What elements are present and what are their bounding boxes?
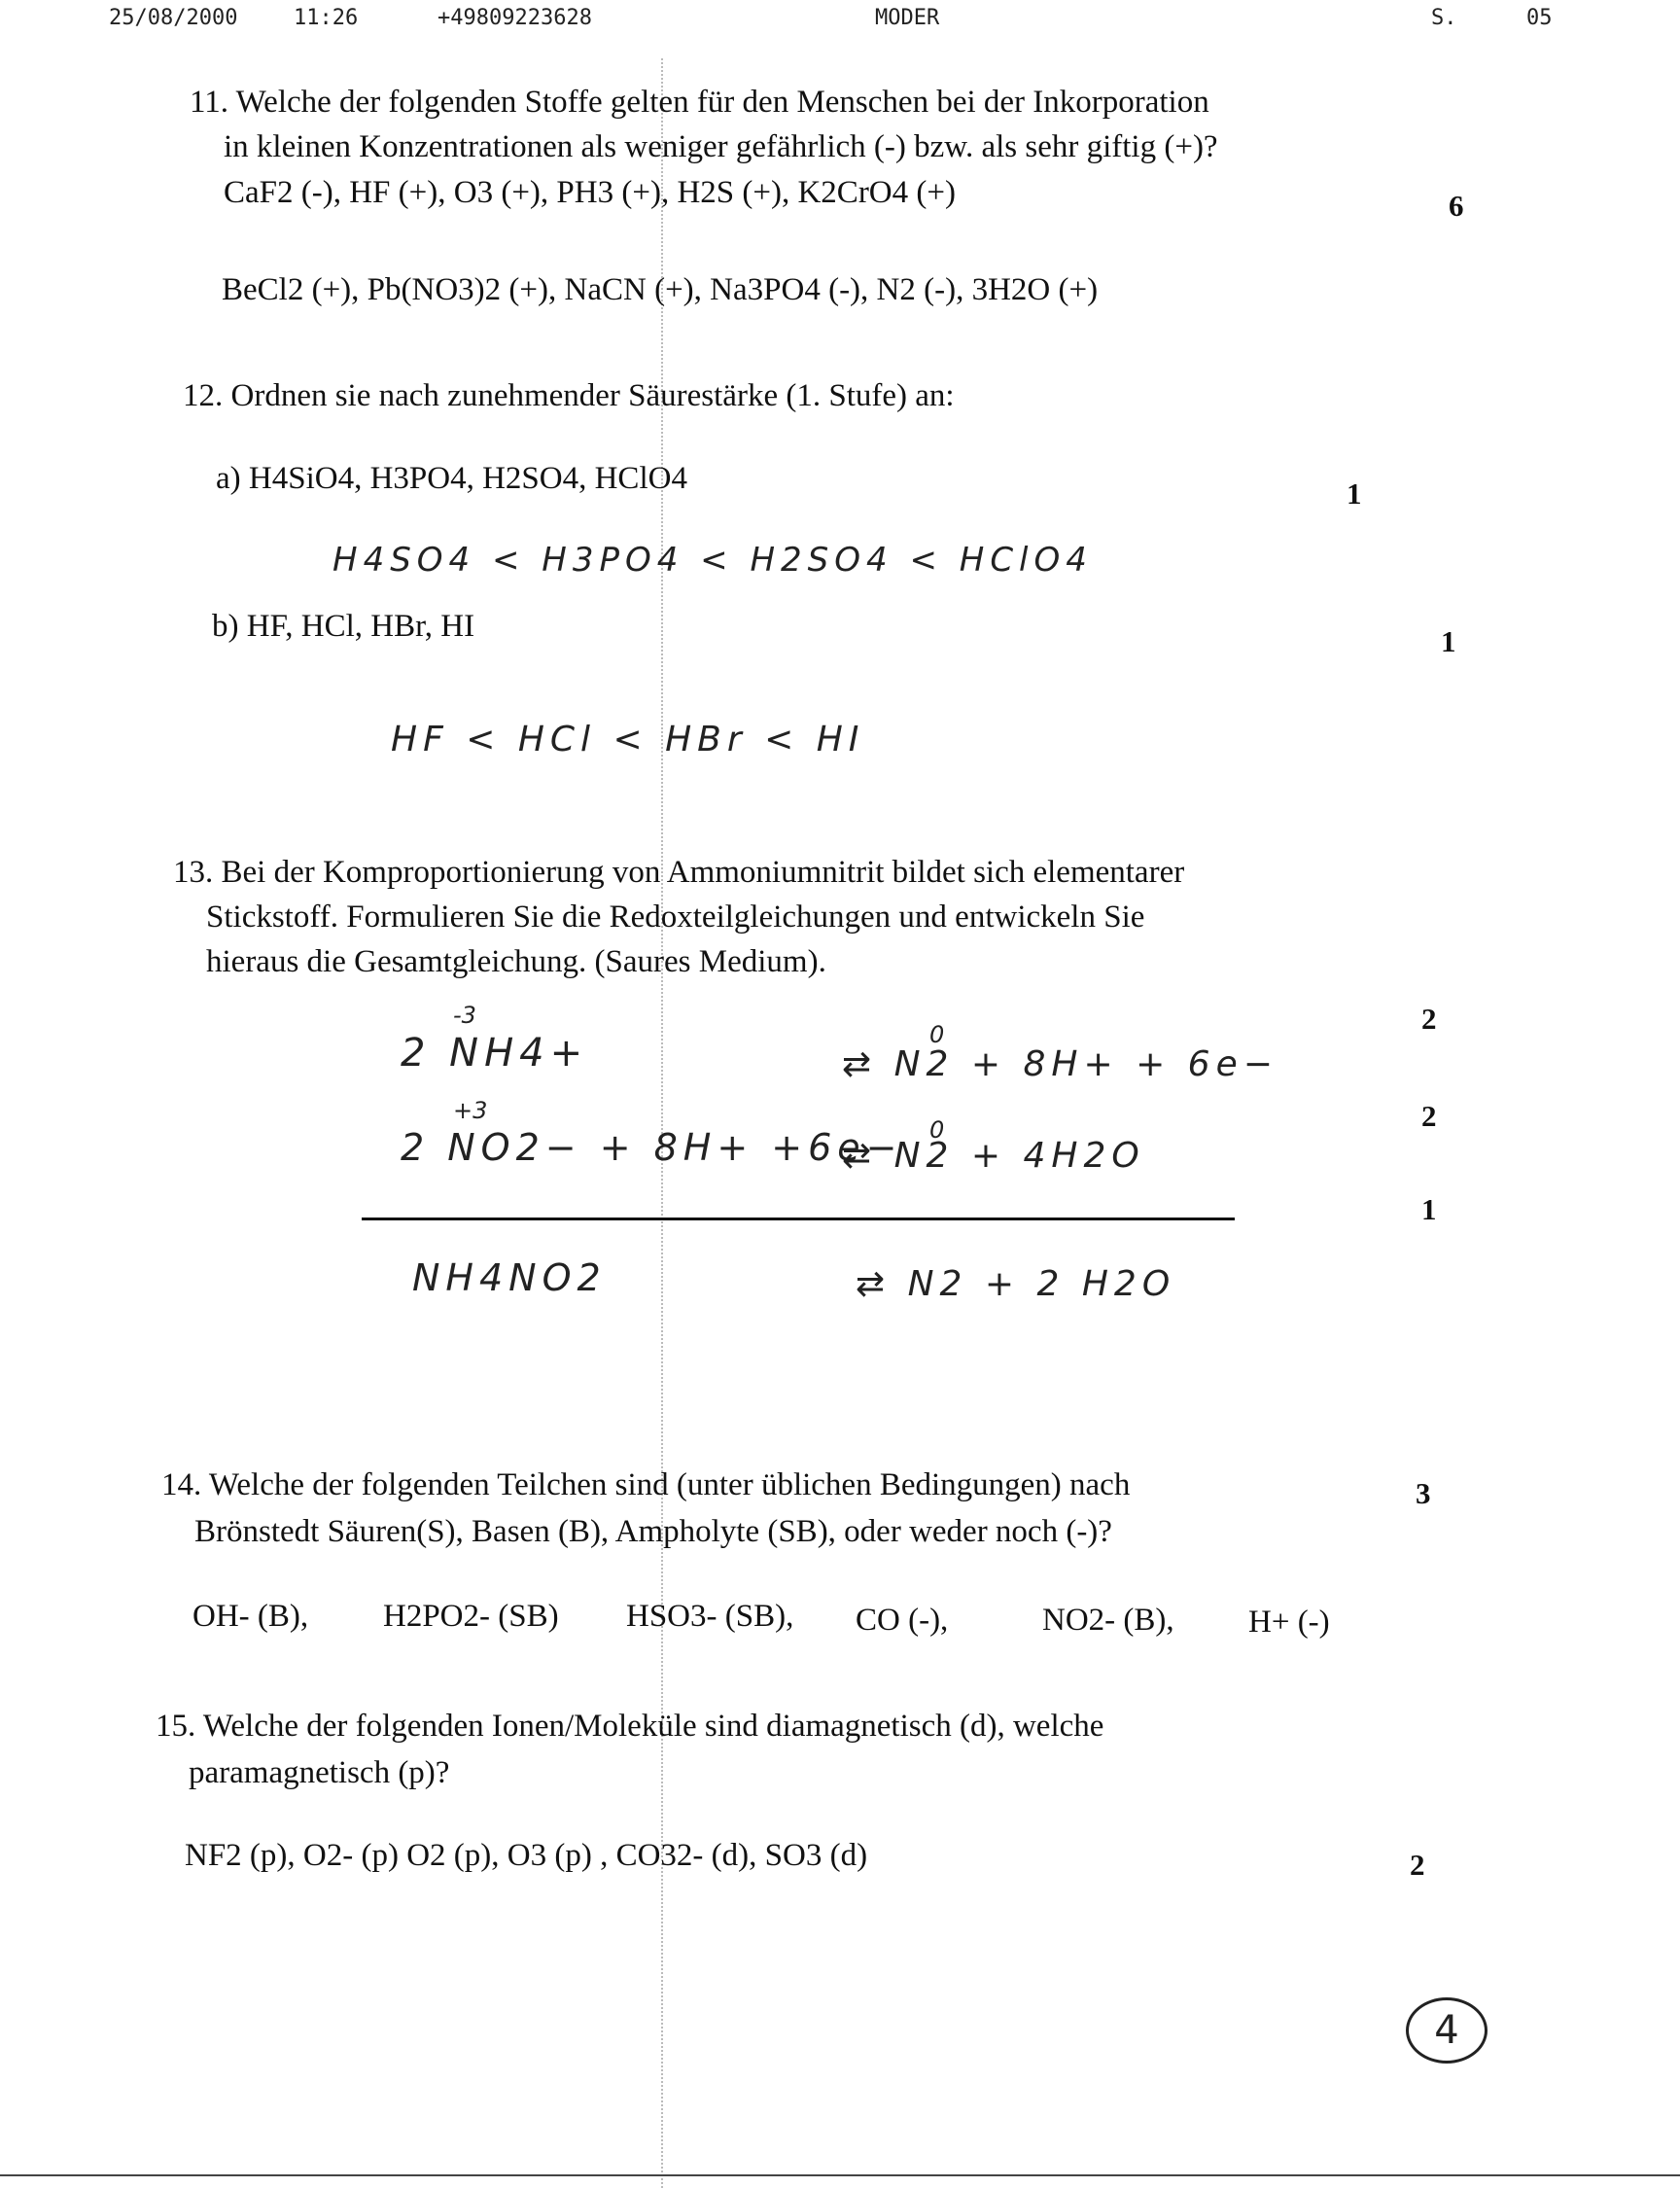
q14-item-oh: OH- (B),	[192, 1599, 309, 1634]
q15-intro-line1: 15. Welche der folgenden Ionen/Moleküle sind diamagnetisch (d), welche	[156, 1709, 1104, 1744]
q13-oxidation-number-1: -3	[453, 1002, 476, 1029]
q13-intro-line3: hieraus die Gesamtgleichung. (Saures Medium).	[206, 944, 826, 979]
q12b-handwritten-answer: HF < HCl < HBr < HI	[391, 720, 865, 759]
q11-intro-line1: 11. Welche der folgenden Stoffe gelten für den Menschen bei der Inkorporation	[190, 85, 1209, 120]
fax-time: 11:26	[294, 6, 359, 30]
fax-page-label: S.	[1431, 6, 1457, 30]
fax-date: 25/08/2000	[109, 6, 238, 30]
q14-item-co: CO (-),	[856, 1603, 949, 1638]
q13-points-1: 2	[1421, 1002, 1437, 1036]
q13-sum-line	[362, 1218, 1235, 1220]
q14-item-no2: NO2- (B),	[1042, 1603, 1174, 1638]
q14-item-hplus: H+ (-)	[1248, 1605, 1330, 1640]
q15-intro-line2: paramagnetisch (p)?	[189, 1755, 450, 1790]
q13-oxidation-number-4: 0	[929, 1116, 945, 1144]
q13-total-left: NH4NO2	[412, 1256, 607, 1299]
q13-eq1-right: ⇄ N2 + 8H+ + 6e−	[842, 1044, 1278, 1084]
q12-intro: 12. Ordnen sie nach zunehmender Säurestärke (1. Stufe) an:	[183, 378, 955, 413]
q15-answers: NF2 (p), O2- (p) O2 (p), O3 (p) , CO32- (d), SO3 (d)	[185, 1838, 868, 1873]
fax-phone: +49809223628	[438, 6, 592, 30]
q15-points: 2	[1410, 1848, 1425, 1882]
q14-intro-line1: 14. Welche der folgenden Teilchen sind (unter üblichen Bedingungen) nach	[161, 1467, 1131, 1502]
q14-item-h2po2: H2PO2- (SB)	[383, 1599, 559, 1634]
fax-sender: MODER	[875, 6, 940, 30]
q12b-points: 1	[1441, 624, 1456, 658]
q11-intro-line2: in kleinen Konzentrationen als weniger gefährlich (-) bzw. als sehr giftig (+)?	[224, 129, 1218, 164]
q13-points-2: 2	[1421, 1099, 1437, 1133]
q13-oxidation-number-3: +3	[453, 1097, 488, 1124]
q13-intro-line1: 13. Bei der Komproportionierung von Ammoniumnitrit bildet sich elementarer	[173, 855, 1185, 890]
q13-oxidation-number-2: 0	[929, 1021, 945, 1048]
q11-answers-line2: BeCl2 (+), Pb(NO3)2 (+), NaCN (+), Na3PO4 (-), N2 (-), 3H2O (+)	[222, 272, 1099, 307]
q13-eq1-left: 2 NH4+	[401, 1031, 589, 1076]
q13-intro-line2: Stickstoff. Formulieren Sie die Redoxteilgleichungen und entwickeln Sie	[206, 900, 1145, 935]
q13-eq2-left: 2 NO2− + 8H+ +6e−	[401, 1126, 903, 1169]
page-bottom-edge	[0, 2174, 1680, 2176]
q11-points: 6	[1449, 189, 1464, 223]
q14-intro-line2: Brönstedt Säuren(S), Basen (B), Ampholyte (SB), oder weder noch (-)?	[194, 1514, 1112, 1549]
fax-page-number: 05	[1526, 6, 1553, 30]
q12a-points: 1	[1347, 476, 1362, 511]
q12b-label: b) HF, HCl, HBr, HI	[212, 609, 475, 644]
q12a-label: a) H4SiO4, H3PO4, H2SO4, HClO4	[216, 461, 687, 496]
q13-eq2-right: ⇄ N2 + 4H2O	[842, 1136, 1145, 1176]
q14-item-hso3: HSO3- (SB),	[626, 1599, 794, 1634]
q13-points-3: 1	[1421, 1192, 1437, 1226]
q13-total-right: ⇄ N2 + 2 H2O	[856, 1264, 1176, 1304]
q12a-handwritten-answer: H4SO4 < H3PO4 < H2SO4 < HClO4	[332, 541, 1093, 580]
total-score-circle: 4	[1406, 1997, 1488, 2064]
q14-points: 3	[1416, 1476, 1431, 1510]
q11-answers-line1: CaF2 (-), HF (+), O3 (+), PH3 (+), H2S (+), K2CrO4 (+)	[224, 175, 956, 210]
